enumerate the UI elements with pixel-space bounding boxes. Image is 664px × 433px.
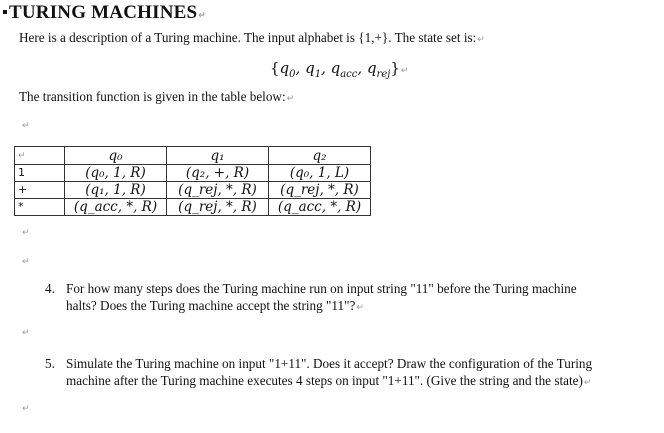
transition-cell: (q_rej, *, R) <box>269 182 371 199</box>
row-symbol: 1 <box>15 165 65 182</box>
empty-paragraph: ↵ <box>22 404 30 414</box>
list-bullet <box>3 10 7 14</box>
question-5-number: 5. <box>45 356 55 371</box>
table-row <box>15 182 371 199</box>
table-intro: The transition function is given in the table below:↵ <box>19 89 295 104</box>
transition-cell: (q_acc, *, R) <box>65 199 167 216</box>
column-header: q₀ <box>65 147 167 165</box>
transition-cell: (q_acc, *, R) <box>269 199 371 216</box>
question-5-line1: Simulate the Turing machine on input "1+11". Does it accept? Draw the configuration of the Turing <box>66 356 593 371</box>
transition-cell: (q₀, 1, R) <box>65 165 167 182</box>
row-symbol: + <box>15 182 65 199</box>
row-symbol: * <box>15 199 65 216</box>
empty-paragraph: ↵ <box>22 121 30 131</box>
table-row <box>15 165 371 182</box>
empty-paragraph: ↵ <box>22 257 30 267</box>
column-header: q₁ <box>167 147 269 165</box>
transition-cell: (q₀, 1, L) <box>269 165 371 182</box>
transition-cell: (q₂, +, R) <box>167 165 269 182</box>
question-4-line1: For how many steps does the Turing machine run on input string "11" before the Turing machine <box>66 281 577 296</box>
transition-cell: (q_rej, *, R) <box>167 199 269 216</box>
question-4-number: 4. <box>45 281 55 296</box>
transition-table <box>14 146 371 216</box>
state-set: {$q_0$, $q_1$, $q_{acc}$, $q_{rej}\}↵$ <box>270 59 409 80</box>
empty-paragraph: ↵ <box>22 228 30 238</box>
transition-cell: (q_rej, *, R) <box>167 182 269 199</box>
empty-paragraph: ↵ <box>22 328 30 338</box>
transition-cell: (q₁, 1, R) <box>65 182 167 199</box>
table-header-row <box>15 147 371 165</box>
page-title: TURING MACHINES↵ <box>9 2 207 23</box>
intro-sentence: Here is a description of a Turing machine. The input alphabet is {1,+}. The state set is:↵ <box>19 30 485 45</box>
question-4-line2: halts? Does the Turing machine accept the string "11"?↵ <box>66 298 364 313</box>
column-header: q₂ <box>269 147 371 165</box>
table-row <box>15 199 371 216</box>
question-5-line2: machine after the Turing machine executes 4 steps on input "1+11". (Give the string and the state)↵ <box>66 373 592 388</box>
header-corner: ↵ <box>15 147 65 165</box>
